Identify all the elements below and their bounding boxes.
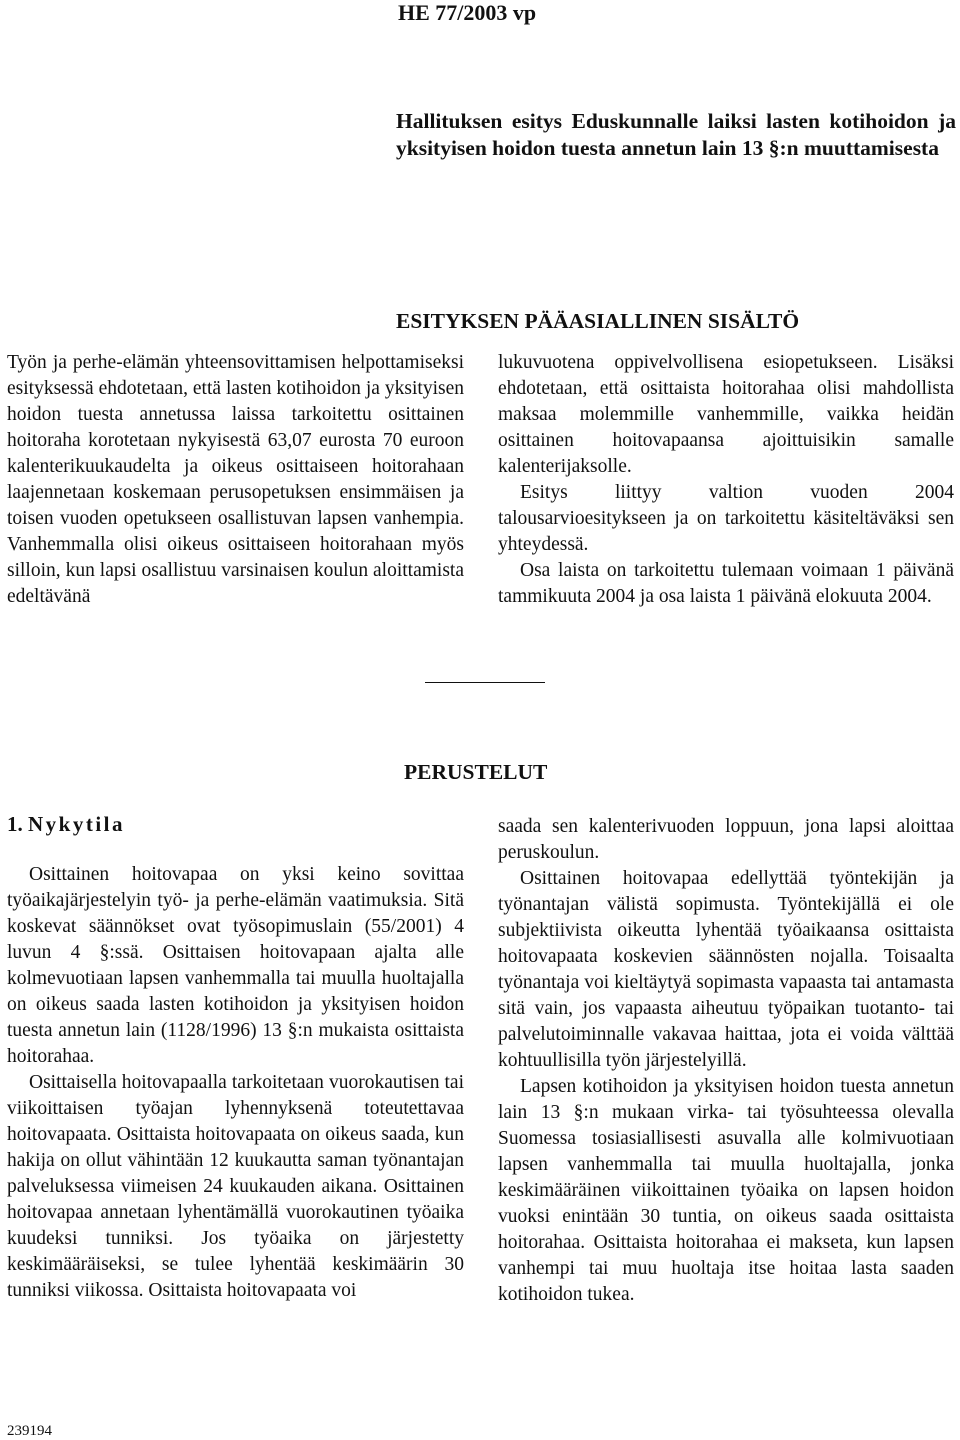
page-code: 239194 bbox=[7, 1423, 52, 1439]
perustelut-right-paragraph: Osittainen hoitovapaa edellyttää työntekijän ja työnantajan välistä sopimusta. Työntekijällä ei ole subjektiivista oikeutta lyhentää työaikaansa osittaista hoitovapaata koskevien säännösten nojalla. Toisaalta työnantaja voi kieltäytyä sopimasta vapaasta tai antamasta sitä vain, jos vapaasta aiheutuu työpaikan tuotanto- tai palvelutoiminnalle vakavaa haittaa, jota ei voida välttää kohtuullisilla työn järjestelyillä. bbox=[498, 868, 954, 1071]
summary-right-paragraph: Esitys liittyy valtion vuoden 2004 talousarvioesitykseen ja on tarkoitettu käsiteltäväksi sen yhteydessä. bbox=[498, 482, 954, 555]
perustelut-right-paragraph: Lapsen kotihoidon ja yksityisen hoidon tuesta annetun lain 13 §:n mukaan virka- tai työsuhteessa olevalla Suomessa tosiasiallisesti asuvalla alle kolmivuotiaan lapsen vanhemmalla tai muulla huoltajalla, jonka keskimääräinen viikoittainen työaika on lapsen hoidon vuoksi enintään 30 tuntia, on oikeus saada osittaista hoitorahaa. Osittaista hoitorahaa ei makseta, kun lapsen vanhempi tai muu huoltaja itse hoitaa lasta saaden kotihoidon tukea. bbox=[498, 1076, 954, 1305]
summary-heading: ESITYKSEN PÄÄASIALLINEN SISÄLTÖ bbox=[396, 309, 800, 333]
section-title: Nykytila bbox=[28, 812, 126, 836]
perustelut-right-paragraph: saada sen kalenterivuoden loppuun, jona lapsi aloittaa peruskoulun. bbox=[498, 816, 954, 863]
summary-left-column bbox=[7, 350, 464, 610]
perustelut-right-column bbox=[498, 814, 954, 1308]
summary-right-paragraph: Osa laista on tarkoitettu tulemaan voimaan 1 päivänä tammikuuta 2004 ja osa laista 1 päivänä elokuuta 2004. bbox=[498, 560, 954, 607]
perustelut-heading: PERUSTELUT bbox=[404, 760, 548, 784]
section-heading bbox=[7, 812, 125, 837]
summary-right-column bbox=[498, 350, 954, 610]
perustelut-left-paragraph: Osittainen hoitovapaa on yksi keino sovittaa työaikajärjestelyin työ- ja perhe-elämän vaatimuksia. Sitä koskevat säännökset ovat työsopimuslain (55/2001) 4 luvun 4 §:ssä. Osittaisen hoitovapaan ajalta alle kolmevuotiaan lapsen vanhemmalla tai muulla huoltajalla on oikeus saada lasten kotihoidon ja yksityisen hoidon tuesta annetun lain (1128/1996) 13 §:n mukaista osittaista hoitorahaa. bbox=[7, 864, 464, 1067]
section-number: 1. bbox=[7, 812, 23, 836]
section-divider bbox=[425, 682, 545, 683]
summary-right-paragraph: lukuvuotena oppivelvollisena esiopetukseen. Lisäksi ehdotetaan, että osittaista hoitorahaa olisi mahdollista maksaa molemmille vanhemmille, vaikka heidän osittainen hoitovapaansa ajoittuisikin samalle kalenterijaksolle. bbox=[498, 352, 954, 477]
document-title: Hallituksen esitys Eduskunnalle laiksi lasten kotihoidon ja yksityisen hoidon tuesta annetun lain 13 §:n muuttamisesta bbox=[396, 109, 956, 160]
perustelut-left-paragraph: Osittaisella hoitovapaalla tarkoitetaan vuorokautisen tai viikoittaisen työajan lyhennyksenä toteutettavaa hoitovapaata. Osittaista hoitovapaata on oikeus saada, kun hakija on ollut vähintään 12 kuukautta saman työnantajan palveluksessa viimeisen 24 kuukauden aikana. Osittainen hoitovapaa annetaan lyhentämällä vuorokautinen työaika kuudeksi tunniksi. Jos työaika on järjestetty keskimääräiseksi, se tulee lyhentää keskimäärin 30 tunniksi viikossa. Osittaista hoitovapaata voi bbox=[7, 1072, 464, 1301]
perustelut-left-column bbox=[7, 862, 464, 1304]
document-id: HE 77/2003 vp bbox=[398, 0, 537, 25]
summary-left-paragraph: Työn ja perhe-elämän yhteensovittamisen helpottamiseksi esityksessä ehdotetaan, että lasten kotihoidon ja yksityisen hoidon tuesta annetussa laissa tarkoitettu osittainen hoitoraha korotetaan nykyisestä 63,07 eurosta 70 euroon kalenterikuukaudelta ja oikeus osittaiseen hoitorahaan laajennetaan koskemaan perusopetuksen ensimmäisen ja toisen vuoden opetukseen osallistuvan lapsen vanhempia. Vanhemmalla olisi oikeus osittaiseen hoitorahaan myös silloin, kun lapsi osallistuu varsinaisen koulun aloittamista edeltävänä bbox=[7, 352, 464, 607]
